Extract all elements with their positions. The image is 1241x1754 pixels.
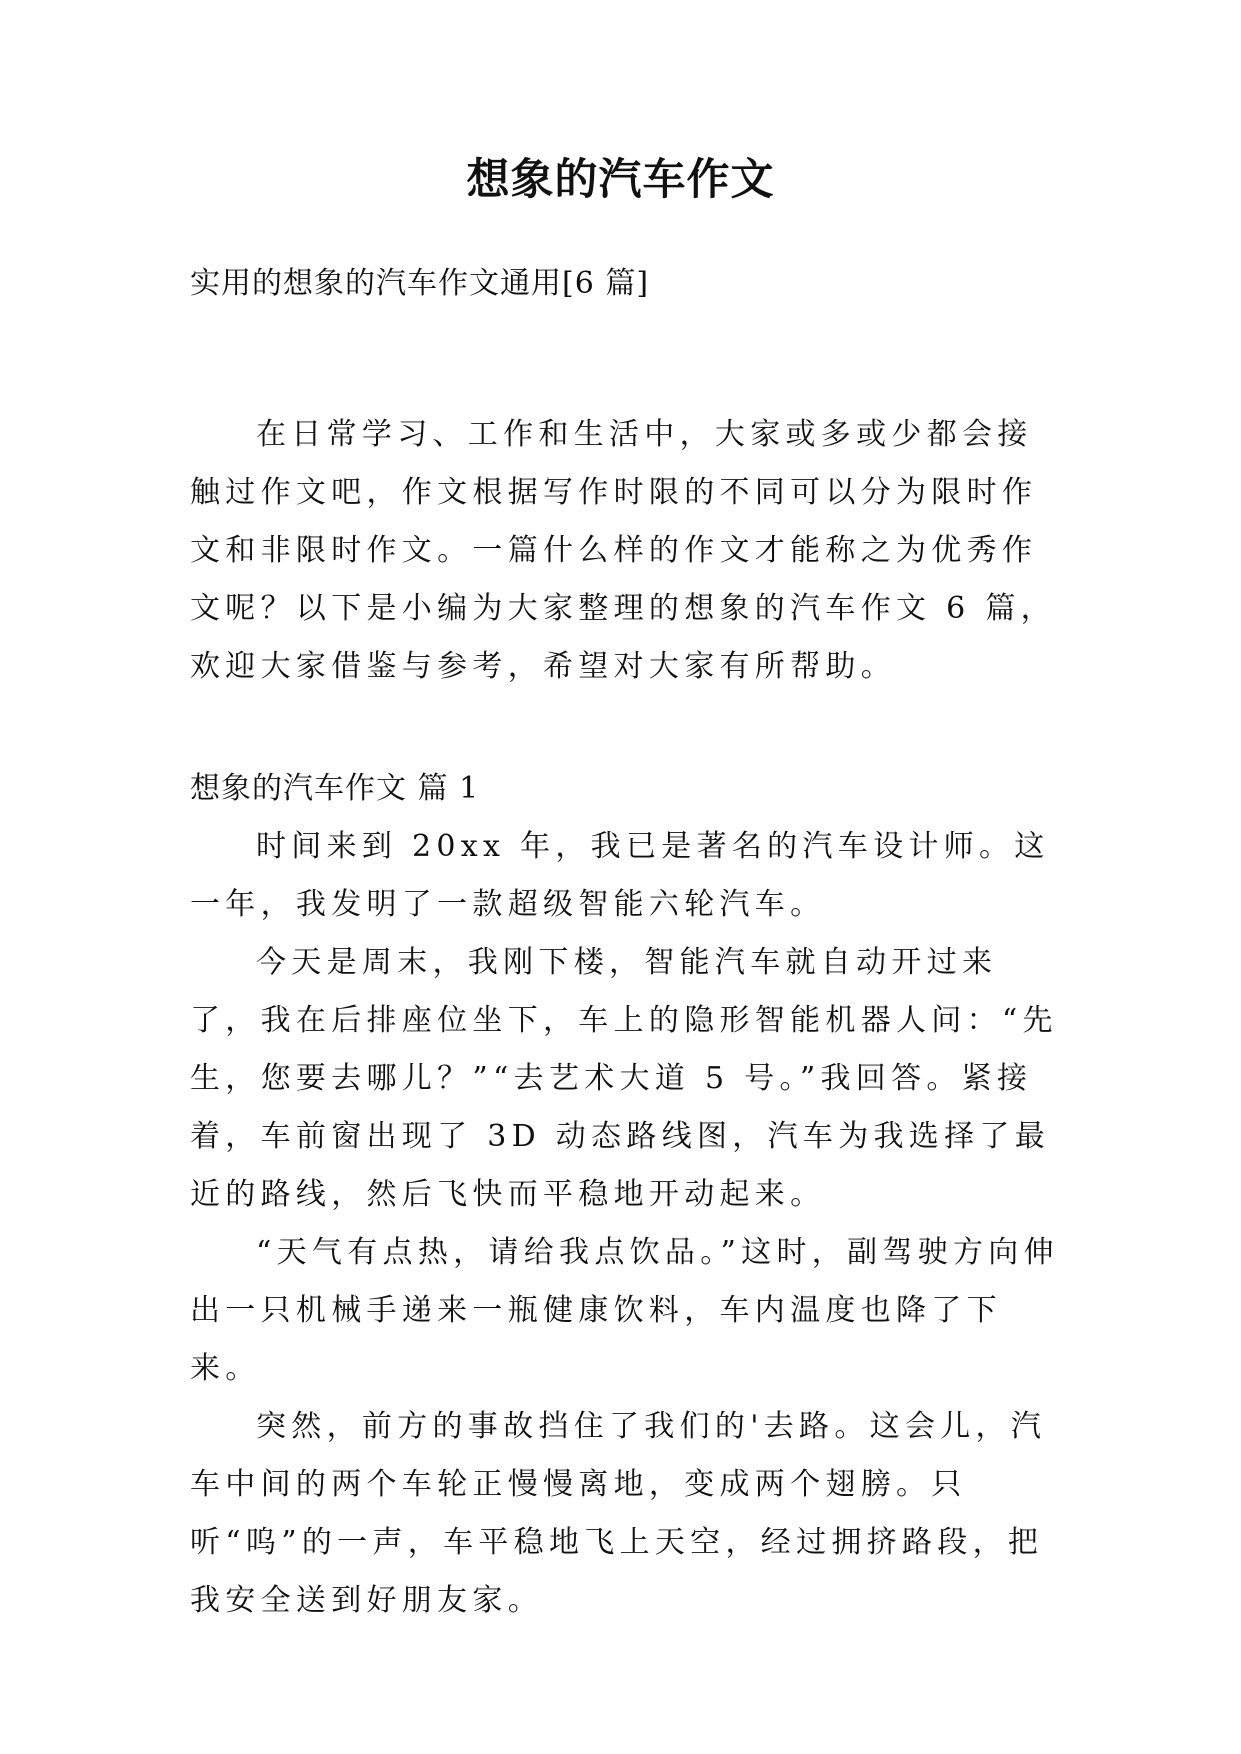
document-subtitle: 实用的想象的汽车作文通用[6 篇]: [190, 266, 650, 301]
intro-section: [190, 406, 1060, 696]
document-title: 想象的汽车作文: [466, 155, 775, 205]
essay-paragraph: 突然，前方的事故挡住了我们的'去路。这会儿，汽车中间的两个车轮正慢慢离地，变成两个翅膀。只听“呜”的一声，车平稳地飞上天空，经过拥挤路段，把我安全送到好朋友家。: [190, 1409, 1047, 1618]
essay-heading: 想象的汽车作文 篇 1: [190, 771, 480, 806]
essay-paragraph: 时间来到 20xx 年，我已是著名的汽车设计师。这一年，我发明了一款超级智能六轮汽车。: [190, 829, 1050, 922]
essay-section: [190, 760, 1060, 1630]
essay-paragraph: “天气有点热，请给我点饮品。”这时，副驾驶方向伸出一只机械手递来一瓶健康饮料，车内温度也降了下来。: [190, 1235, 1059, 1386]
intro-paragraph: 在日常学习、工作和生活中，大家或多或少都会接触过作文吧，作文根据写作时限的不同可以分为限时作文和非限时作文。一篇什么样的作文才能称之为优秀作文呢？以下是小编为大家整理的想象的汽车作文 6 篇，欢迎大家借鉴与参考，希望对大家有所帮助。: [190, 417, 1056, 684]
essay-paragraph: 今天是周末，我刚下楼，智能汽车就自动开过来了，我在后排座位坐下，车上的隐形智能机器人问：“先生，您要去哪儿？”“去艺术大道 5 号。”我回答。紧接着，车前窗出现了 3D 动态路线图，汽车为我选择了最近的路线，然后飞快而平稳地开动起来。: [190, 945, 1058, 1212]
